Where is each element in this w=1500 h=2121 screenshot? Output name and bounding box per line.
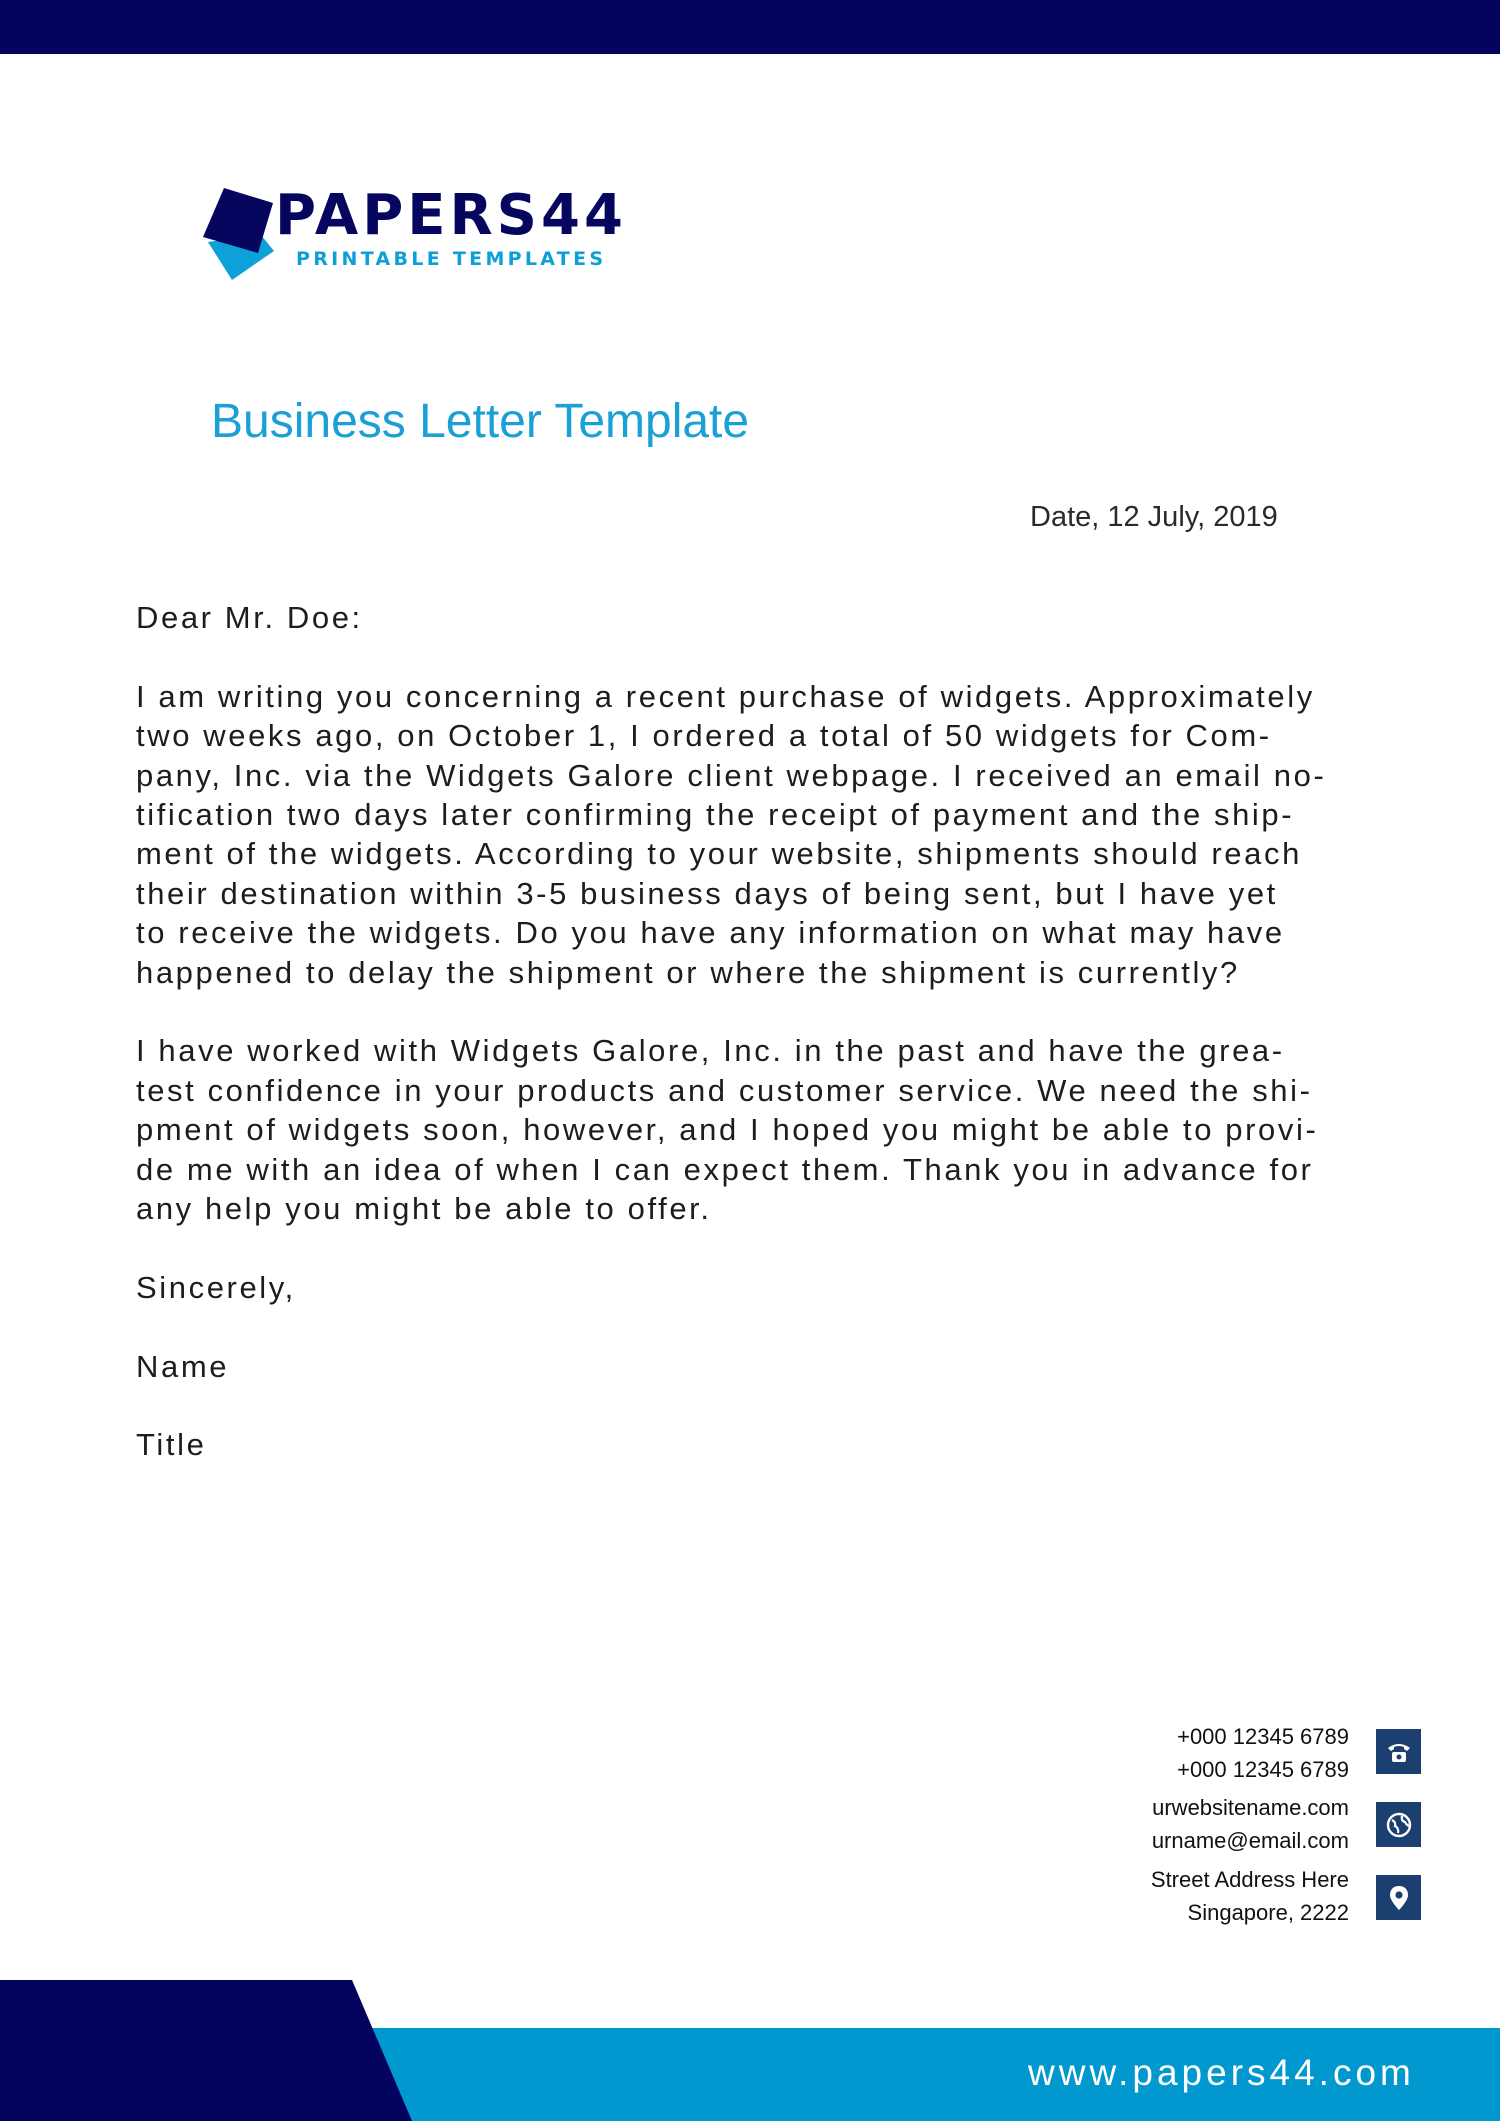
signer-title: Title — [136, 1427, 207, 1463]
website-link[interactable]: urwebsitename.com — [1152, 1795, 1349, 1820]
paragraph-line: test confidence in your products and customer service. We need the shi- — [136, 1072, 1313, 1108]
paragraph-line: two weeks ago, on October 1, I ordered a total of 50 widgets for Com- — [136, 718, 1272, 754]
paragraph-line: pany, Inc. via the Widgets Galore client webpage. I received an email no- — [136, 757, 1327, 793]
phone-numbers — [749, 1720, 1349, 1786]
paragraph-line: I have worked with Widgets Galore, Inc. in the past and have the grea- — [136, 1033, 1285, 1069]
document-title: Business Letter Template — [211, 395, 750, 448]
paragraph-line: to receive the widgets. Do you have any information on what may have — [136, 915, 1285, 951]
paragraph-line: ment of the widgets. According to your website, shipments should reach — [136, 836, 1302, 872]
location-pin-icon — [1376, 1875, 1421, 1920]
address-line-1: Street Address Here — [1150, 1867, 1349, 1892]
letter-body — [136, 598, 1426, 1504]
footer-website-link[interactable]: www.papers44.com — [1028, 2052, 1415, 2093]
paragraph-line: pment of widgets soon, however, and I hoped you might be able to provi- — [136, 1112, 1319, 1148]
paragraph-line: their destination within 3-5 business days of being sent, but I have yet — [136, 875, 1278, 911]
paragraph-line: any help you might be able to offer. — [136, 1191, 712, 1227]
closing: Sincerely, — [136, 1269, 296, 1305]
top-header-bar — [0, 0, 1500, 54]
brand-logo — [203, 183, 627, 286]
logo-name: PAPERS44 — [275, 183, 627, 248]
phone-icon — [1376, 1729, 1421, 1774]
signer-name: Name — [136, 1348, 230, 1384]
letter-date: Date, 12 July, 2019 — [1030, 501, 1278, 533]
logo-tagline: PRINTABLE TEMPLATES — [296, 248, 607, 270]
logo-mark-icon — [203, 186, 283, 281]
address-line-2: Singapore, 2222 — [1187, 1900, 1349, 1925]
web-contacts — [749, 1791, 1349, 1857]
address — [749, 1863, 1349, 1929]
paragraph-line: de me with an idea of when I can expect them. Thank you in advance for — [136, 1151, 1314, 1187]
email-link[interactable]: urname@email.com — [1151, 1828, 1349, 1853]
paragraph-2 — [136, 1031, 1426, 1228]
paragraph-line: tification two days later confirming the receipt of payment and the ship- — [136, 797, 1295, 833]
paragraph-line: happened to delay the shipment or where the shipment is currently? — [136, 954, 1240, 990]
paragraph-line: I am writing you concerning a recent purchase of widgets. Approximately — [136, 678, 1315, 714]
globe-icon — [1376, 1802, 1421, 1847]
paragraph-1 — [136, 677, 1426, 992]
phone-number-1: +000 12345 6789 — [1177, 1724, 1349, 1749]
salutation: Dear Mr. Doe: — [136, 600, 363, 635]
phone-number-2: +000 12345 6789 — [1177, 1757, 1349, 1782]
footer-accent-shape — [0, 1980, 420, 2121]
